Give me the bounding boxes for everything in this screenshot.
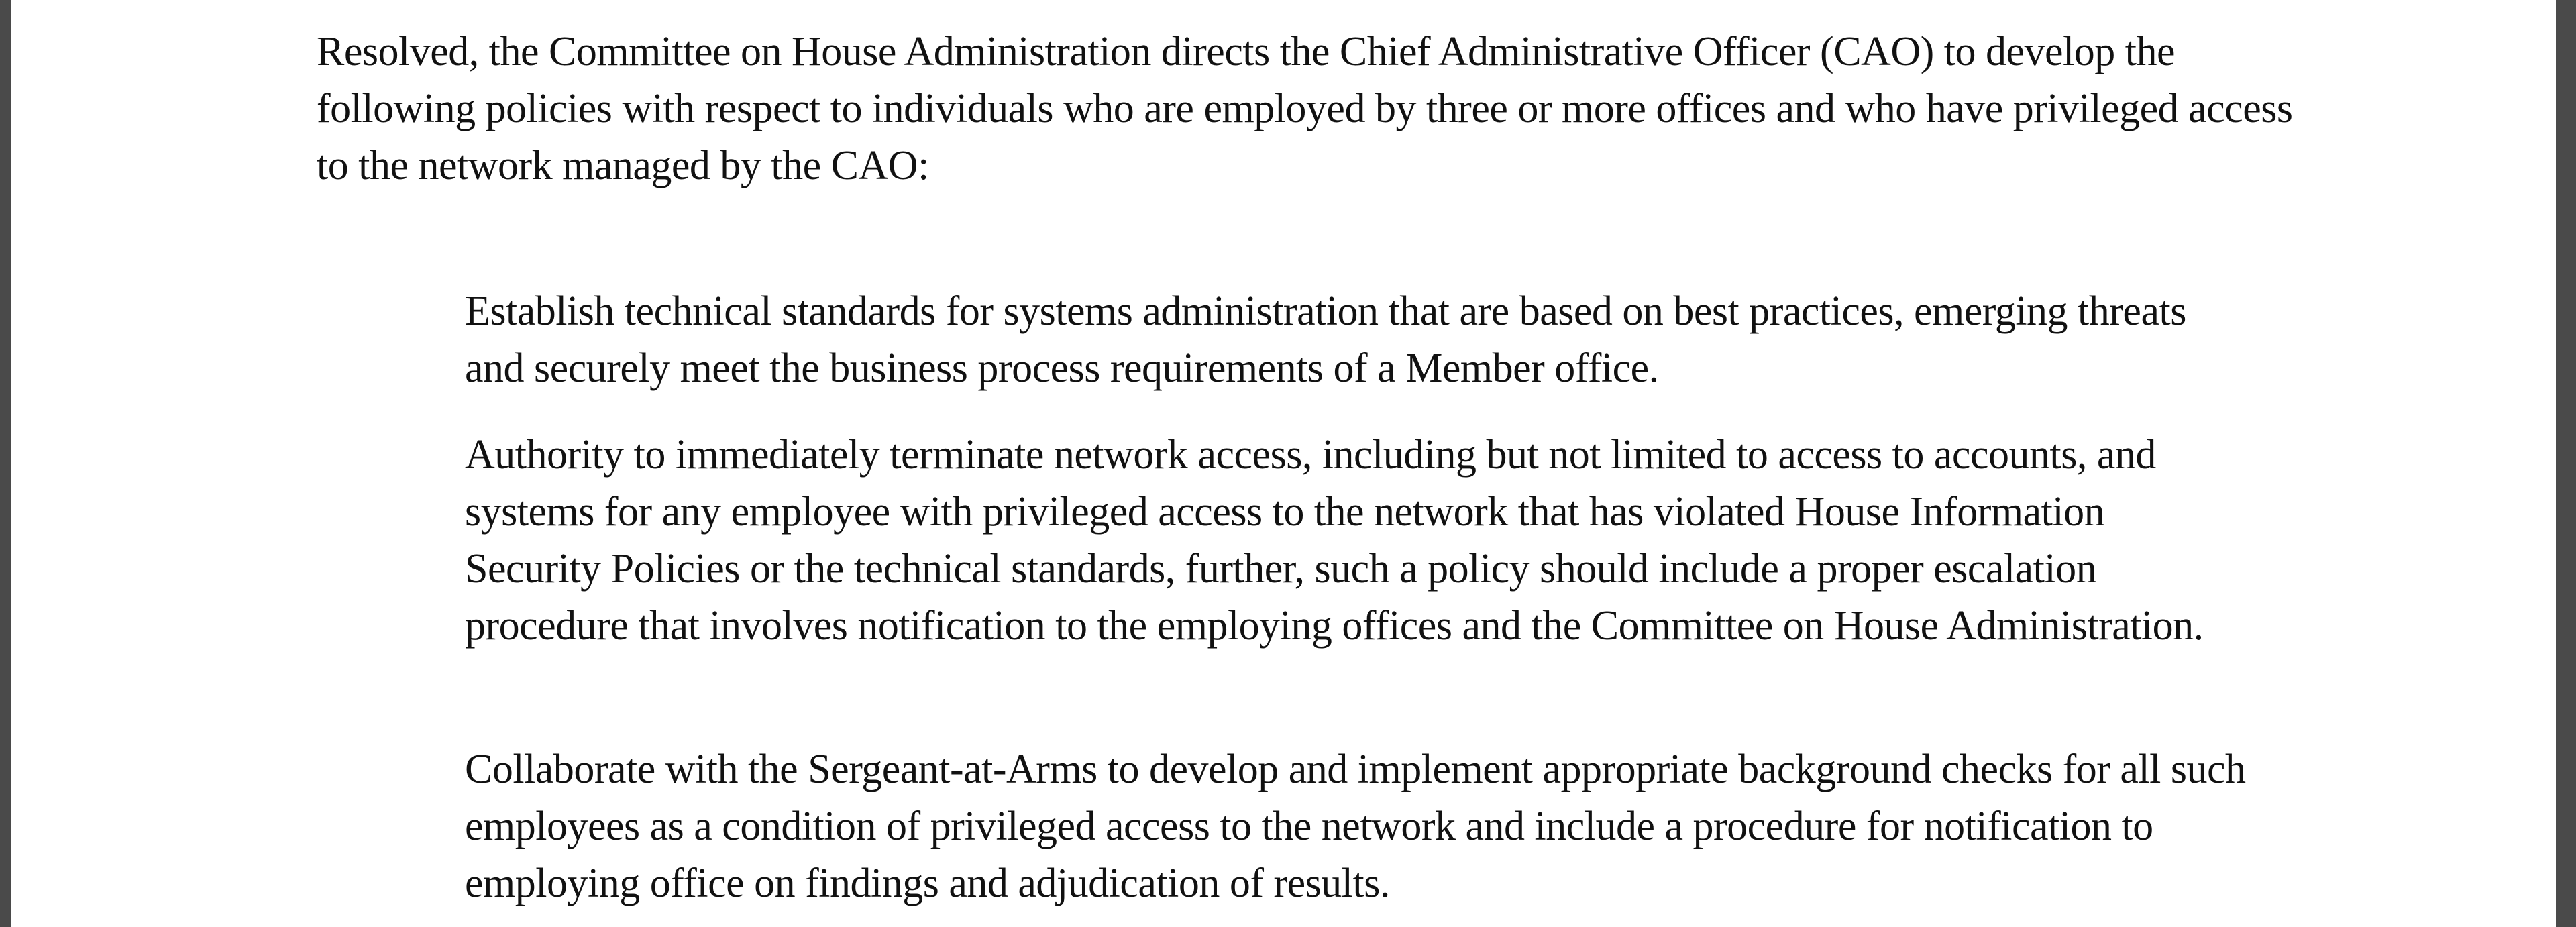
document-page [11, 0, 2556, 927]
policy-technical-standards: Establish technical standards for systems administration that are based on best practices, emerging threats and securely meet the business process requirements of a Member office. [465, 288, 2186, 391]
viewer-left-gutter [0, 0, 11, 927]
resolution-paragraph: Resolved, the Committee on House Administration directs the Chief Administrative Officer (CAO) to develop the following policies with respect to individuals who are employed by three or more offices and who have privileged access to the network managed by the CAO: [317, 29, 2293, 188]
policy-terminate-access: Authority to immediately terminate network access, including but not limited to access to accounts, and systems for any employee with privileged access to the network that has violated House Information Security Policies or the technical standards, further, such a policy should include a proper escalation procedure that involves notification to the employing offices and the Committee on House Administration. [465, 432, 2204, 649]
policy-background-checks: Collaborate with the Sergeant-at-Arms to develop and implement appropriate background checks for all such employees as a condition of privileged access to the network and include a procedure for notification to employing office on findings and adjudication of results. [465, 747, 2246, 906]
viewer-right-gutter [2556, 0, 2576, 927]
